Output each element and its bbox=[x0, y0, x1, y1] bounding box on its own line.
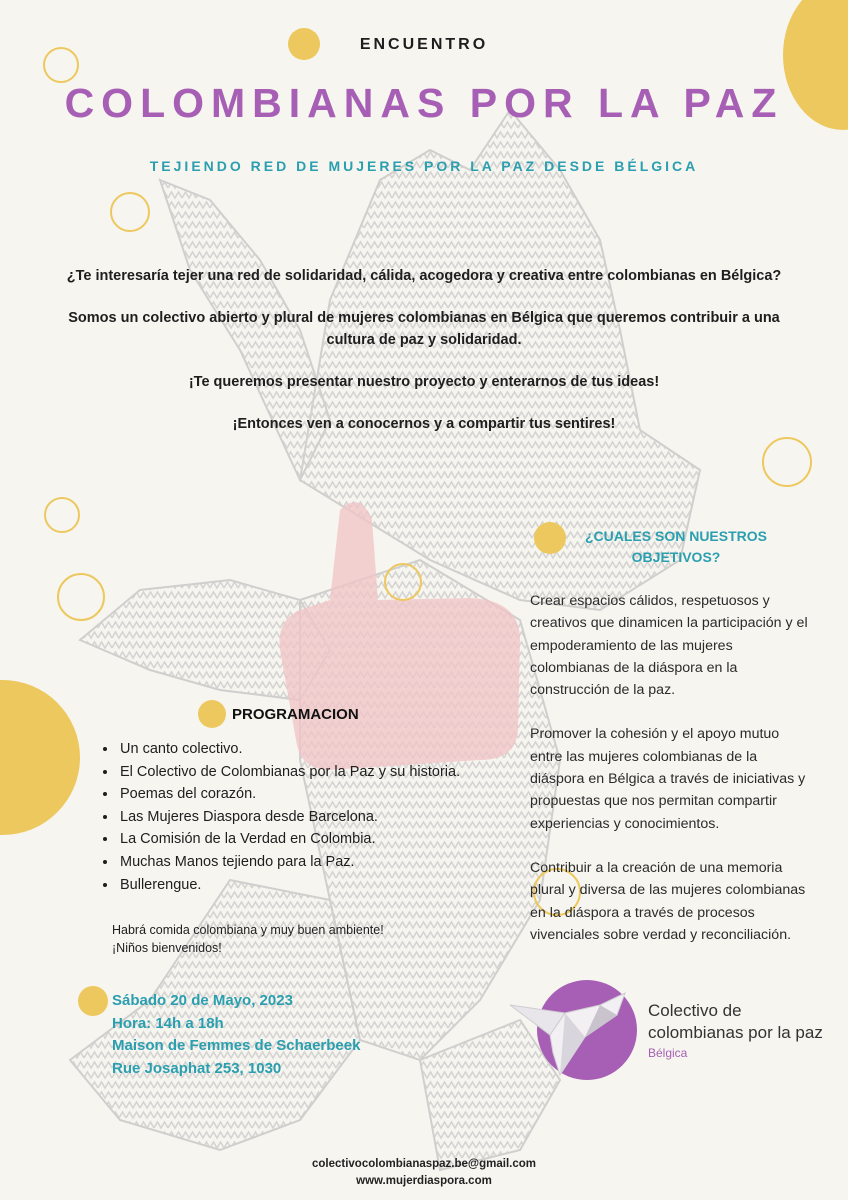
objectives-dot bbox=[534, 522, 566, 554]
list-item: • Poemas del corazón. bbox=[118, 783, 460, 806]
event-time: Hora: 14h a 18h bbox=[112, 1014, 224, 1032]
logo-line: colombianas por la paz bbox=[648, 1023, 823, 1042]
note-line: ¡Niños bienvenidos! bbox=[112, 941, 222, 955]
list-item: • Muchas Manos tejiendo para la Paz. bbox=[118, 851, 460, 874]
contact-email[interactable]: colectivocolombianaspaz.be@gmail.com bbox=[311, 1158, 537, 1170]
note-line: Habrá comida colombiana y muy buen ambiente! bbox=[112, 923, 384, 937]
yellow-ring bbox=[384, 563, 422, 601]
logo-line: Colectivo de bbox=[648, 1001, 742, 1020]
page-subtitle: TEJIENDO RED DE MUJERES POR LA PAZ DESDE BÉLGICA bbox=[149, 158, 699, 174]
logo-text bbox=[648, 1000, 823, 1044]
intro-paragraph: Somos un colectivo abierto y plural de mujeres colombianas en Bélgica que queremos contribuir a una cultura de paz y solidaridad. bbox=[68, 310, 780, 348]
page-title: COLOMBIANAS POR LA PAZ bbox=[64, 80, 784, 126]
logo-country: Bélgica bbox=[648, 1046, 688, 1060]
programacion-heading: PROGRAMACION bbox=[232, 706, 359, 723]
programacion-list bbox=[100, 738, 460, 896]
list-item: • Las Mujeres Diaspora desde Barcelona. bbox=[118, 806, 460, 829]
intro-paragraph: ¡Entonces ven a conocernos y a compartir tus sentires! bbox=[232, 416, 616, 432]
event-venue: Maison de Femmes de Schaerbeek bbox=[112, 1037, 361, 1054]
objective-item: Crear espacios cálidos, respetuosos y creativos que dinamicen la participación y el empoderamiento de las mujeres colombianas de la diáspora en la construcción de la paz. bbox=[530, 593, 808, 699]
yellow-ring bbox=[110, 192, 150, 232]
objectives-list bbox=[530, 590, 815, 968]
list-item: • Un canto colectivo. bbox=[118, 738, 460, 761]
list-item: • La Comisión de la Verdad en Colombia. bbox=[118, 828, 460, 851]
programacion-dot bbox=[198, 700, 226, 728]
yellow-ring bbox=[44, 497, 80, 533]
objectives-heading: ¿CUALES SON NUESTROS OBJETIVOS? bbox=[584, 528, 767, 565]
intro-text bbox=[40, 265, 808, 455]
event-dot bbox=[78, 986, 108, 1016]
dove-logo-icon bbox=[505, 975, 645, 1085]
yellow-ring bbox=[57, 573, 105, 621]
website-link[interactable]: www.mujerdiaspora.com bbox=[356, 1175, 492, 1187]
event-kicker: ENCUENTRO bbox=[359, 36, 489, 53]
intro-paragraph: ¿Te interesaría tejer una red de solidaridad, cálida, acogedora y creativa entre colombianas en Bélgica? bbox=[66, 268, 782, 284]
event-address: Rue Josaphat 253, 1030 bbox=[112, 1059, 282, 1077]
list-item: • El Colectivo de Colombianas por la Paz y su historia. bbox=[118, 761, 460, 784]
event-date: Sábado 20 de Mayo, 2023 bbox=[112, 992, 293, 1009]
objective-item: Promover la cohesión y el apoyo mutuo entre las mujeres colombianas de la diáspora en Bélgica a través de iniciativas y propuestas que nos permitan compartir experiencias y conocimientos. bbox=[530, 726, 806, 832]
objective-item: Contribuir a la creación de una memoria plural y diversa de las mujeres colombianas en la diáspora a través de procesos vivenciales sobre verdad y reconciliación. bbox=[530, 859, 806, 943]
programacion-note bbox=[112, 921, 384, 957]
intro-paragraph: ¡Te queremos presentar nuestro proyecto y enterarnos de tus ideas! bbox=[188, 374, 660, 390]
list-item: • Bullerengue. bbox=[118, 874, 460, 897]
event-details bbox=[112, 990, 360, 1080]
footer-contact bbox=[0, 1156, 848, 1190]
